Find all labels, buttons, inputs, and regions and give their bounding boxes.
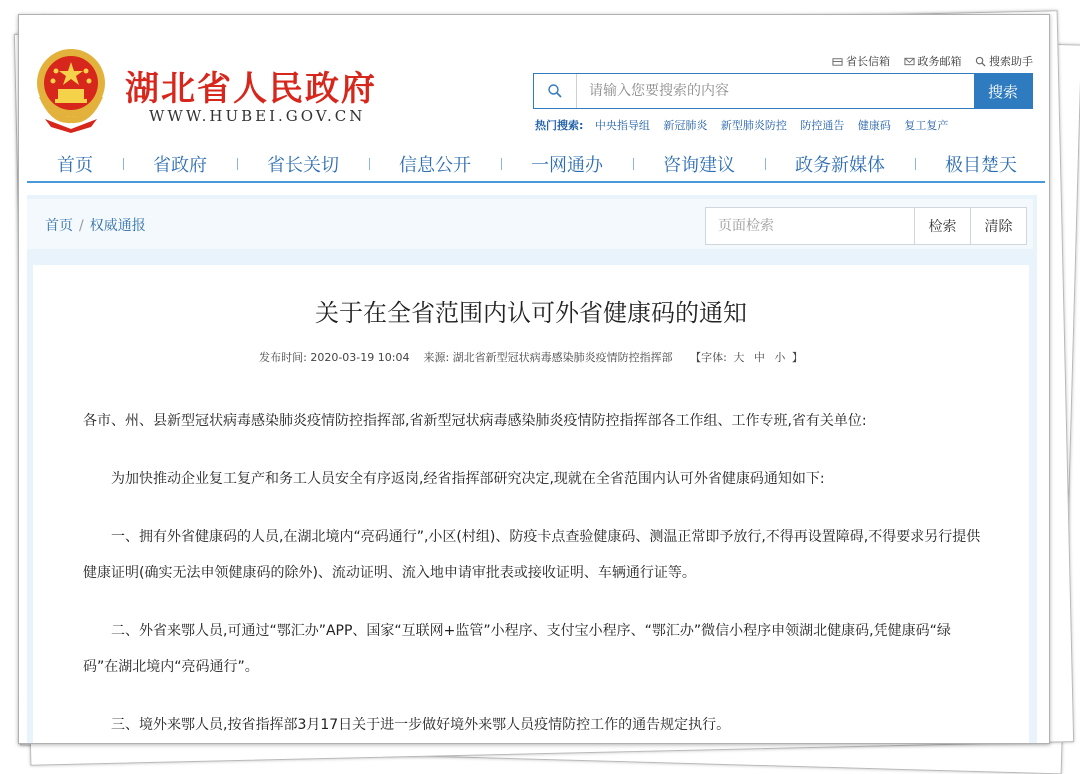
article-paragraph: 一、拥有外省健康码的人员,在湖北境内“亮码通行”,小区(村组)、防疫卡点查验健康码、测温正常即予放行,不得再设置障碍,不得要求另行提供健康证明(确实无法申领健康码的除外)、流动证明、流入地申请审批表或接收证明、车辆通行证等。: [83, 529, 981, 581]
page-search: [705, 207, 1027, 245]
breadcrumb-separator: /: [79, 218, 84, 234]
nav-home[interactable]: 首页: [57, 155, 93, 176]
nav-divider: [915, 158, 916, 170]
hot-search-item[interactable]: 中央指导组: [594, 119, 650, 132]
page-search-input[interactable]: [706, 208, 914, 244]
nav-provincial-gov[interactable]: 省政府: [153, 155, 207, 176]
article-salutation: 各市、州、县新型冠状病毒感染肺炎疫情防控指挥部,省新型冠状病毒感染肺炎疫情防控指挥部各工作组、工作专班,省有关单位:: [83, 413, 867, 429]
gov-email-link[interactable]: [904, 53, 962, 69]
main-nav: [27, 147, 1045, 183]
breadcrumb: [45, 215, 146, 235]
national-emblem-icon: [31, 45, 111, 133]
hot-search-label: 热门搜索:: [535, 119, 584, 132]
breadcrumb-bar: [27, 199, 1033, 249]
search-assistant-link[interactable]: [975, 53, 1033, 69]
font-size-large[interactable]: 大: [733, 351, 745, 364]
font-size-medium[interactable]: 中: [753, 351, 765, 364]
publish-time: 2020-03-19 10:04: [310, 351, 410, 364]
nav-consult[interactable]: 咨询建议: [663, 155, 735, 176]
search-input[interactable]: [577, 74, 974, 108]
article-meta: [33, 349, 1029, 365]
search-icon: [975, 56, 986, 67]
nav-governor-concern[interactable]: 省长关切: [267, 155, 339, 176]
quick-link-label: 搜索助手: [989, 55, 1033, 68]
article-paragraph: 三、境外来鄂人员,按省指挥部3月17日关于进一步做好境外来鄂人员疫情防控工作的通告规定执行。: [111, 717, 731, 733]
article-body: [83, 403, 983, 743]
hot-search-item[interactable]: 新冠肺炎: [663, 119, 708, 132]
source-label: 来源:: [423, 351, 450, 364]
nav-divider: [501, 158, 502, 170]
nav-divider: [237, 158, 238, 170]
article-paragraph: 二、外省来鄂人员,可通过“鄂汇办”APP、国家“互联网+监管”小程序、支付宝小程序、“鄂汇办”微信小程序申领湖北健康码,凭健康码“绿码”在湖北境内“亮码通行”。: [83, 623, 951, 675]
page-clear-button[interactable]: 清除: [970, 208, 1026, 244]
nav-divider: [765, 158, 766, 170]
hot-search-item[interactable]: 新型肺炎防控: [720, 119, 787, 132]
site-title[interactable]: 湖北省人民政府: [125, 69, 377, 109]
article: [33, 265, 1029, 743]
font-size-small[interactable]: 小: [774, 351, 786, 364]
quick-link-label: 省长信箱: [846, 55, 890, 68]
article-paragraph: 为加快推动企业复工复产和务工人员安全有序返岗,经省指挥部研究决定,现就在全省范围内认可外省健康码通知如下:: [111, 471, 825, 487]
quick-link-label: 政务邮箱: [917, 55, 962, 68]
source: 湖北省新型冠状病毒感染肺炎疫情防控指挥部: [452, 351, 673, 364]
article-title: 关于在全省范围内认可外省健康码的通知: [315, 299, 747, 327]
nav-divider: [123, 158, 124, 170]
nav-info-disclosure[interactable]: 信息公开: [399, 155, 471, 176]
page-search-button[interactable]: 检索: [914, 208, 970, 244]
search-icon: [534, 74, 577, 108]
hot-search-item[interactable]: 健康码: [857, 119, 891, 132]
nav-new-media[interactable]: 政务新媒体: [795, 155, 885, 176]
nav-one-stop[interactable]: 一网通办: [531, 155, 603, 176]
font-size-end: 】: [791, 351, 803, 364]
breadcrumb-home[interactable]: 首页: [45, 218, 73, 234]
hot-search-item[interactable]: 防控通告: [800, 119, 845, 132]
nav-divider: [369, 158, 370, 170]
site-domain: WWW.HUBEI.GOV.CN: [149, 107, 366, 125]
font-size-label: 【字体:: [690, 351, 727, 364]
search-button[interactable]: 搜索: [974, 74, 1032, 108]
mailbox-icon: [832, 56, 843, 67]
site-search: [533, 73, 1033, 109]
hot-search: [535, 117, 958, 133]
web-page: [18, 14, 1050, 744]
quick-links: [822, 53, 1033, 70]
publish-time-label: 发布时间:: [259, 351, 307, 364]
mayor-mailbox-link[interactable]: [832, 53, 890, 69]
nav-jimu-chutian[interactable]: 极目楚天: [945, 155, 1017, 176]
hot-search-item[interactable]: 复工复产: [904, 119, 949, 132]
nav-divider: [633, 158, 634, 170]
breadcrumb-current[interactable]: 权威通报: [89, 218, 146, 234]
envelope-icon: [904, 56, 915, 67]
